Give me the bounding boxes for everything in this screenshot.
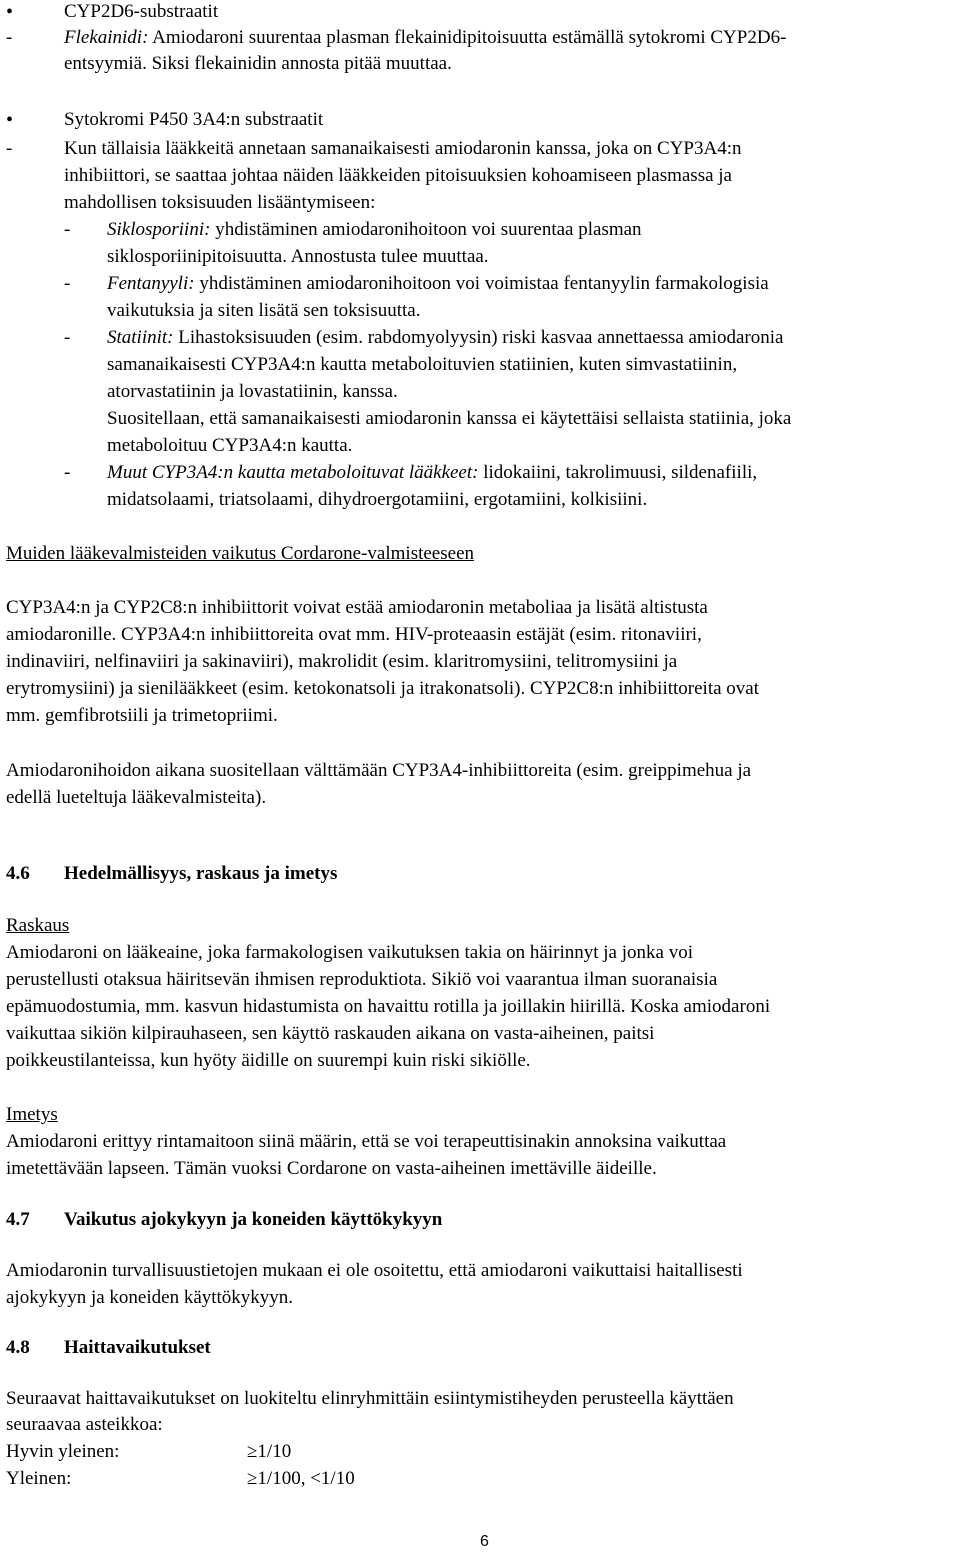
text-line: inhibiittori, se saattaa johtaa näiden lääkkeiden pitoisuuksien kohoamiseen plasmassa ja bbox=[64, 165, 732, 186]
text-line: midatsolaami, triatsolaami, dihydroergotamiini, ergotamiini, kolkisiini. bbox=[107, 489, 648, 510]
drug-name: Statiinit: bbox=[107, 327, 174, 348]
section-number: 4.6 bbox=[6, 863, 30, 884]
text-line: samanaikaisesti CYP3A4:n kautta metaboloituvien statiinien, kuten simvastatiinin, bbox=[107, 354, 738, 375]
paragraph-line: edellä lueteltuja lääkevalmisteita). bbox=[6, 787, 267, 808]
drug-group-name: Muut CYP3A4:n kautta metaboloituvat lääkkeet: bbox=[107, 462, 479, 483]
paragraph-line: seuraavaa asteikkoa: bbox=[6, 1414, 163, 1435]
paragraph-line: ajokykyyn ja koneiden käyttökykyyn. bbox=[6, 1287, 294, 1308]
text-line: siklosporiinipitoisuutta. Annostusta tulee muuttaa. bbox=[107, 246, 489, 267]
section-subheading: Muiden lääkevalmisteiden vaikutus Cordarone-valmisteeseen bbox=[6, 543, 474, 564]
paragraph-line: Amiodaronihoidon aikana suositellaan välttämään CYP3A4-inhibiittoreita (esim. greippimehua ja bbox=[6, 760, 752, 781]
frequency-label: Yleinen: bbox=[6, 1468, 72, 1489]
text-span: yhdistäminen amiodaronihoitoon voi voimistaa fentanyylin farmakologisia bbox=[194, 273, 769, 294]
paragraph-line: amiodaronille. CYP3A4:n inhibiittoreita ovat mm. HIV-proteaasin estäjät (esim. ritonaviiri, bbox=[6, 624, 702, 645]
paragraph-line: vaikuttaa sikiön kilpirauhaseen, sen käyttö raskauden aikana on vasta-aiheinen, paitsi bbox=[6, 1023, 655, 1044]
text-line: mahdollisen toksisuuden lisääntymiseen: bbox=[64, 192, 376, 213]
text-line: metaboloituu CYP3A4:n kautta. bbox=[107, 435, 353, 456]
bullet-icon: • bbox=[6, 1, 14, 23]
dash-marker: - bbox=[64, 219, 71, 240]
dash-marker: - bbox=[6, 27, 13, 48]
paragraph-line: CYP3A4:n ja CYP2C8:n inhibiittorit voivat estää amiodaronin metaboliaa ja lisätä altistusta bbox=[6, 597, 708, 618]
drug-name: Siklosporiini: bbox=[107, 219, 211, 240]
text-line bbox=[107, 218, 642, 242]
drug-name: Fentanyyli: bbox=[107, 273, 195, 294]
frequency-value: ≥1/100, <1/10 bbox=[247, 1468, 355, 1489]
dash-marker: - bbox=[6, 138, 13, 159]
page-number: 6 bbox=[480, 1533, 489, 1550]
subsection-heading: Imetys bbox=[6, 1104, 58, 1125]
paragraph-line: poikkeustilanteissa, kun hyöty äidille on suurempi kuin riski sikiölle. bbox=[6, 1050, 531, 1071]
bullet-icon: • bbox=[6, 109, 14, 131]
paragraph-line: indinaviiri, nelfinaviiri ja sakinaviiri), makrolidit (esim. klaritromysiini, telitromysiini ja bbox=[6, 651, 678, 672]
text-span: Lihastoksisuuden (esim. rabdomyolyysin) riski kasvaa annettaessa amiodaronia bbox=[173, 327, 784, 348]
paragraph-line: Seuraavat haittavaikutukset on luokiteltu elinryhmittäin esiintymistiheyden perusteella käyttäen bbox=[6, 1388, 734, 1409]
dash-marker: - bbox=[64, 327, 71, 348]
paragraph-line: erytromysiini) ja sienilääkkeet (esim. ketokonatsoli ja itrakonatsoli). CYP2C8:n inhibiittoreita ovat bbox=[6, 678, 759, 699]
section-number: 4.8 bbox=[6, 1337, 30, 1358]
text-span: yhdistäminen amiodaronihoitoon voi suurentaa plasman bbox=[210, 219, 642, 240]
subsection-heading: Raskaus bbox=[6, 915, 70, 936]
text-line: Kun tällaisia lääkkeitä annetaan samanaikaisesti amiodaronin kanssa, joka on CYP3A4:n bbox=[64, 138, 742, 159]
paragraph-line: Amiodaronin turvallisuustietojen mukaan ei ole osoitettu, että amiodaroni vaikuttaisi haitallisesti bbox=[6, 1260, 743, 1281]
frequency-label: Hyvin yleinen: bbox=[6, 1441, 120, 1462]
paragraph-line: Amiodaroni on lääkeaine, joka farmakologisen vaikutuksen takia on häirinnyt ja jonka voi bbox=[6, 942, 693, 963]
section-heading: Hedelmällisyys, raskaus ja imetys bbox=[64, 863, 338, 884]
text-line: Suositellaan, että samanaikaisesti amiodaronin kanssa ei käytettäisi sellaista statiinia, joka bbox=[107, 408, 792, 429]
section-heading: Haittavaikutukset bbox=[64, 1337, 211, 1358]
paragraph-line: imetettävään lapseen. Tämän vuoksi Cordarone on vasta-aiheinen imettäville äideille. bbox=[6, 1158, 657, 1179]
paragraph-line: perustellusti otaksua häiritsevän ihmisen reproduktiota. Sikiö voi vaarantua ilman suoranaisia bbox=[6, 969, 718, 990]
paragraph-line: Amiodaroni erittyy rintamaitoon siinä määrin, että se voi terapeuttisinakin annoksina vaikuttaa bbox=[6, 1131, 727, 1152]
text-line bbox=[107, 326, 783, 350]
text-line: vaikutuksia ja siten lisätä sen toksisuutta. bbox=[107, 300, 421, 321]
paragraph-line: mm. gemfibrotsiili ja trimetopriimi. bbox=[6, 705, 278, 726]
drug-name: Flekainidi: bbox=[64, 27, 149, 48]
list-item-title: CYP2D6-substraatit bbox=[64, 1, 219, 22]
section-number: 4.7 bbox=[6, 1209, 30, 1230]
text-line bbox=[107, 461, 757, 485]
text-span: lidokaiini, takrolimuusi, sildenafiili, bbox=[478, 462, 758, 483]
paragraph-line: epämuodostumia, mm. kasvun hidastumista on havaittu rotilla ja joillakin hiirillä. Koska amiodaroni bbox=[6, 996, 771, 1017]
frequency-value: ≥1/10 bbox=[247, 1441, 292, 1462]
text-line bbox=[107, 272, 769, 296]
section-heading: Vaikutus ajokykyyn ja koneiden käyttökykyyn bbox=[64, 1209, 443, 1230]
dash-marker: - bbox=[64, 462, 71, 483]
text-span: Amiodaroni suurentaa plasman flekainidipitoisuutta estämällä sytokromi CYP2D6- bbox=[148, 27, 787, 48]
text-line: entsyymiä. Siksi flekainidin annosta pitää muuttaa. bbox=[64, 53, 452, 74]
dash-marker: - bbox=[64, 273, 71, 294]
list-item-title: Sytokromi P450 3A4:n substraatit bbox=[64, 109, 324, 130]
text-line bbox=[64, 26, 786, 50]
text-line: atorvastatiinin ja lovastatiinin, kanssa. bbox=[107, 381, 398, 402]
